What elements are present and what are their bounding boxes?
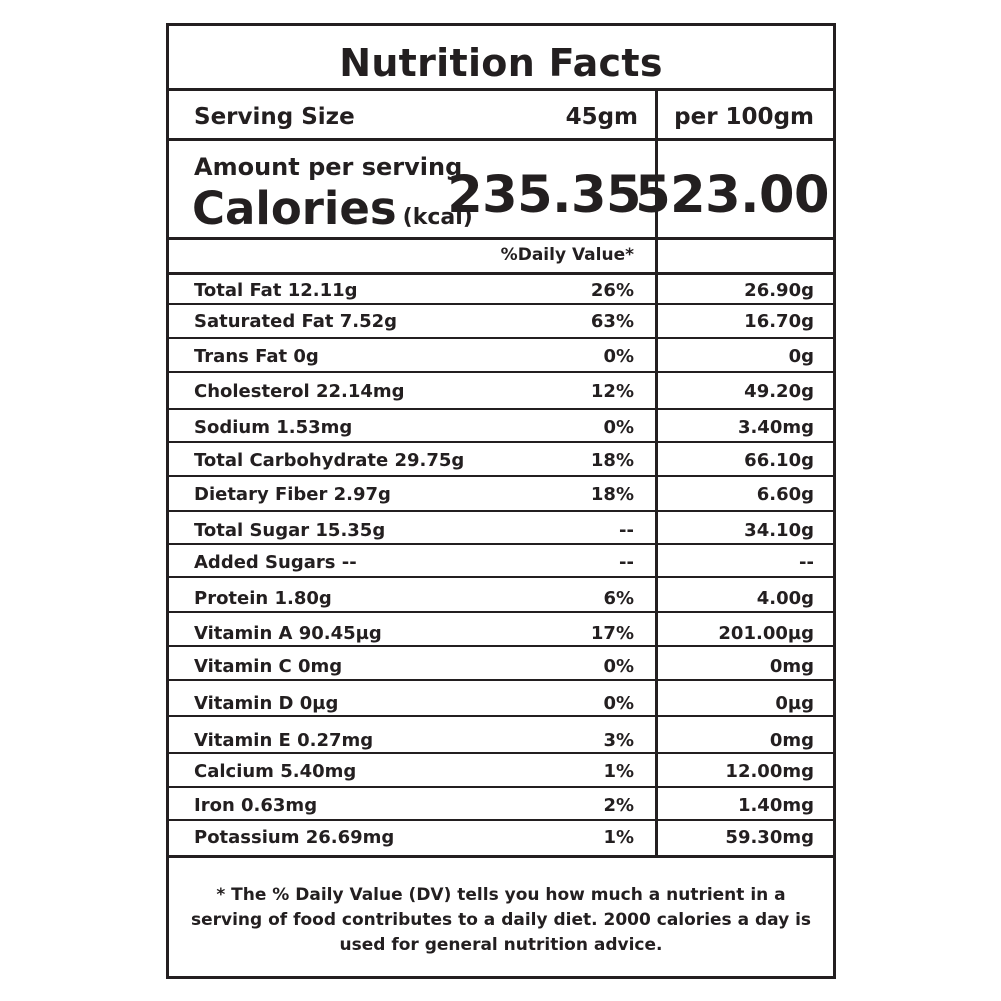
nutrition-facts-label — [166, 23, 836, 979]
divider — [169, 272, 833, 275]
serving-size-value: 45gm — [565, 104, 638, 130]
row-divider — [169, 786, 833, 788]
row-divider — [169, 543, 833, 545]
nutrient-name: Calcium 5.40mg — [194, 761, 357, 782]
calories-per-serving: 235.35 — [447, 166, 641, 225]
nutrient-daily-value: 63% — [590, 311, 634, 332]
nutrient-daily-value: 2% — [603, 795, 634, 816]
serving-size-label: Serving Size — [194, 104, 355, 130]
nutrient-per-100: 26.90g — [744, 280, 814, 301]
nutrient-name: Sodium 1.53mg — [194, 417, 353, 438]
amount-per-serving-label: Amount per serving — [194, 153, 463, 181]
row-divider — [169, 475, 833, 477]
nutrient-daily-value: 1% — [603, 827, 634, 848]
calories-label — [192, 182, 473, 235]
nutrient-name: Added Sugars -- — [194, 552, 357, 573]
nutrient-daily-value: 12% — [590, 381, 634, 402]
nutrient-per-100: 1.40mg — [737, 795, 814, 816]
nutrient-name: Total Sugar 15.35g — [194, 520, 386, 541]
row-divider — [169, 408, 833, 410]
row-divider — [169, 611, 833, 613]
nutrient-name: Vitamin D 0µg — [194, 693, 339, 714]
nutrient-per-100: 4.00g — [756, 588, 814, 609]
row-divider — [169, 303, 833, 305]
nutrient-daily-value: -- — [619, 552, 634, 573]
nutrient-name: Potassium 26.69mg — [194, 827, 395, 848]
nutrient-daily-value: -- — [619, 520, 634, 541]
nutrient-daily-value: 6% — [603, 588, 634, 609]
nutrient-per-100: 49.20g — [744, 381, 814, 402]
nutrient-name: Cholesterol 22.14mg — [194, 381, 405, 402]
divider — [169, 138, 833, 141]
nutrient-daily-value: 17% — [590, 623, 634, 644]
nutrient-per-100: -- — [799, 552, 814, 573]
nutrient-per-100: 201.00µg — [718, 623, 814, 644]
nutrient-per-100: 0µg — [775, 693, 814, 714]
per-100-header: per 100gm — [674, 104, 814, 130]
nutrient-name: Iron 0.63mg — [194, 795, 318, 816]
nutrient-daily-value: 0% — [603, 417, 634, 438]
nutrient-per-100: 66.10g — [744, 450, 814, 471]
nutrient-daily-value: 0% — [603, 693, 634, 714]
nutrient-per-100: 34.10g — [744, 520, 814, 541]
calories-per-100: 523.00 — [635, 166, 829, 225]
nutrient-name: Vitamin A 90.45µg — [194, 623, 382, 644]
daily-value-header: %Daily Value* — [500, 245, 634, 265]
nutrient-daily-value: 3% — [603, 730, 634, 751]
footnote: * The % Daily Value (DV) tells you how much a nutrient in a serving of food contributes to a daily diet. 2000 calories a day is used for general nutrition advice. — [190, 885, 812, 955]
nutrient-name: Total Fat 12.11g — [194, 280, 358, 301]
row-divider — [169, 441, 833, 443]
nutrient-per-100: 6.60g — [756, 484, 814, 505]
nutrient-name: Dietary Fiber 2.97g — [194, 484, 391, 505]
divider — [169, 237, 833, 240]
nutrient-name: Protein 1.80g — [194, 588, 332, 609]
row-divider — [169, 679, 833, 681]
nutrient-daily-value: 0% — [603, 656, 634, 677]
nutrient-name: Vitamin C 0mg — [194, 656, 343, 677]
row-divider — [169, 337, 833, 339]
nutrient-name: Trans Fat 0g — [194, 346, 319, 367]
nutrient-per-100: 59.30mg — [725, 827, 814, 848]
nutrient-daily-value: 18% — [590, 484, 634, 505]
nutrient-per-100: 0mg — [769, 656, 814, 677]
nutrient-daily-value: 1% — [603, 761, 634, 782]
label-title: Nutrition Facts — [339, 41, 663, 85]
nutrient-per-100: 0mg — [769, 730, 814, 751]
nutrient-per-100: 16.70g — [744, 311, 814, 332]
row-divider — [169, 752, 833, 754]
row-divider — [169, 576, 833, 578]
nutrient-daily-value: 18% — [590, 450, 634, 471]
row-divider — [169, 645, 833, 647]
nutrient-name: Vitamin E 0.27mg — [194, 730, 374, 751]
nutrient-daily-value: 0% — [603, 346, 634, 367]
divider — [169, 88, 833, 91]
nutrient-per-100: 12.00mg — [725, 761, 814, 782]
calories-unit: (kcal) — [402, 205, 473, 230]
row-divider — [169, 715, 833, 717]
calories-text: Calories — [192, 182, 397, 235]
row-divider — [169, 371, 833, 373]
nutrient-name: Saturated Fat 7.52g — [194, 311, 398, 332]
nutrient-name: Total Carbohydrate 29.75g — [194, 450, 465, 471]
nutrient-per-100: 3.40mg — [737, 417, 814, 438]
row-divider — [169, 819, 833, 821]
divider — [169, 855, 833, 858]
nutrient-per-100: 0g — [788, 346, 814, 367]
nutrient-daily-value: 26% — [590, 280, 634, 301]
row-divider — [169, 510, 833, 512]
